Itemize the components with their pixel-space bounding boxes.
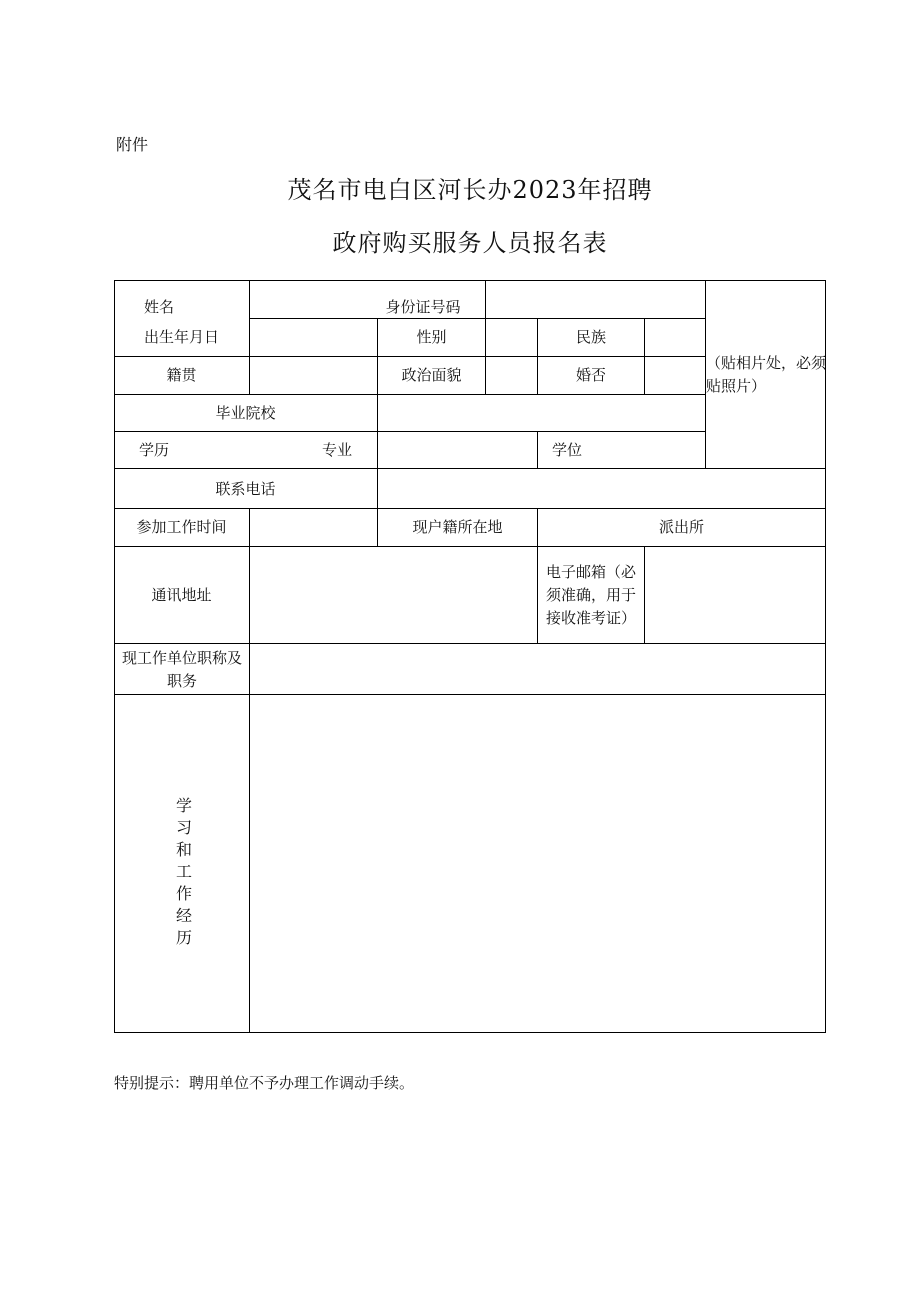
degree-field[interactable]	[598, 432, 705, 468]
name-field[interactable]	[249, 281, 377, 318]
history-label: 学习和工作经历	[175, 796, 192, 947]
birth-date-field[interactable]	[250, 319, 377, 356]
attachment-label: 附件	[116, 135, 149, 154]
address-field[interactable]	[250, 547, 537, 643]
email-label: 电子邮箱（必须准确，用于接收准考证）	[545, 562, 636, 627]
native-place-field[interactable]	[250, 357, 377, 394]
phone-field[interactable]	[378, 470, 825, 508]
form-title-line1: 茂名市电白区河长办2023年招聘	[287, 176, 653, 204]
table-border-bottom	[114, 1032, 826, 1033]
ethnicity-field[interactable]	[645, 319, 705, 356]
marital-status-label: 婚否	[575, 366, 606, 384]
graduate-school-field[interactable]	[378, 395, 705, 431]
current-job-field[interactable]	[250, 645, 825, 694]
household-label: 现户籍所在地	[412, 518, 503, 536]
work-start-label: 参加工作时间	[136, 518, 227, 536]
gender-field[interactable]	[486, 319, 537, 356]
graduate-school-label: 毕业院校	[215, 403, 276, 422]
work-start-field[interactable]	[250, 509, 377, 546]
gender-label: 性别	[416, 328, 447, 346]
ethnicity-label: 民族	[575, 328, 606, 346]
marital-status-field[interactable]	[645, 357, 705, 394]
photo-placeholder[interactable]: （贴相片处，必须贴照片）	[706, 354, 827, 395]
education-label: 学历	[138, 440, 169, 459]
special-note: 特别提示：聘用单位不予办理工作调动手续。	[114, 1074, 415, 1092]
current-job-label: 现工作单位职称及职务	[121, 649, 242, 690]
native-place-label: 籍贯	[166, 366, 197, 384]
address-label: 通讯地址	[151, 585, 212, 604]
row-divider	[114, 643, 826, 644]
form-title-line2: 政府购买服务人员报名表	[332, 229, 608, 257]
table-border-top	[114, 280, 826, 281]
phone-label: 联系电话	[215, 479, 276, 498]
political-status-label: 政治面貌	[401, 366, 462, 384]
id-number-field[interactable]	[486, 281, 705, 318]
major-field[interactable]	[378, 432, 537, 468]
political-status-field[interactable]	[486, 357, 537, 394]
name-label: 姓名	[143, 297, 174, 316]
history-field[interactable]	[250, 695, 825, 1032]
police-station-label: 派出所	[658, 518, 704, 536]
degree-label: 学位	[551, 440, 582, 459]
email-field[interactable]	[645, 547, 825, 643]
birth-date-label: 出生年月日	[143, 328, 219, 346]
row-divider	[114, 468, 826, 469]
major-label: 专业	[321, 440, 352, 459]
id-number-label: 身份证号码	[385, 297, 461, 316]
